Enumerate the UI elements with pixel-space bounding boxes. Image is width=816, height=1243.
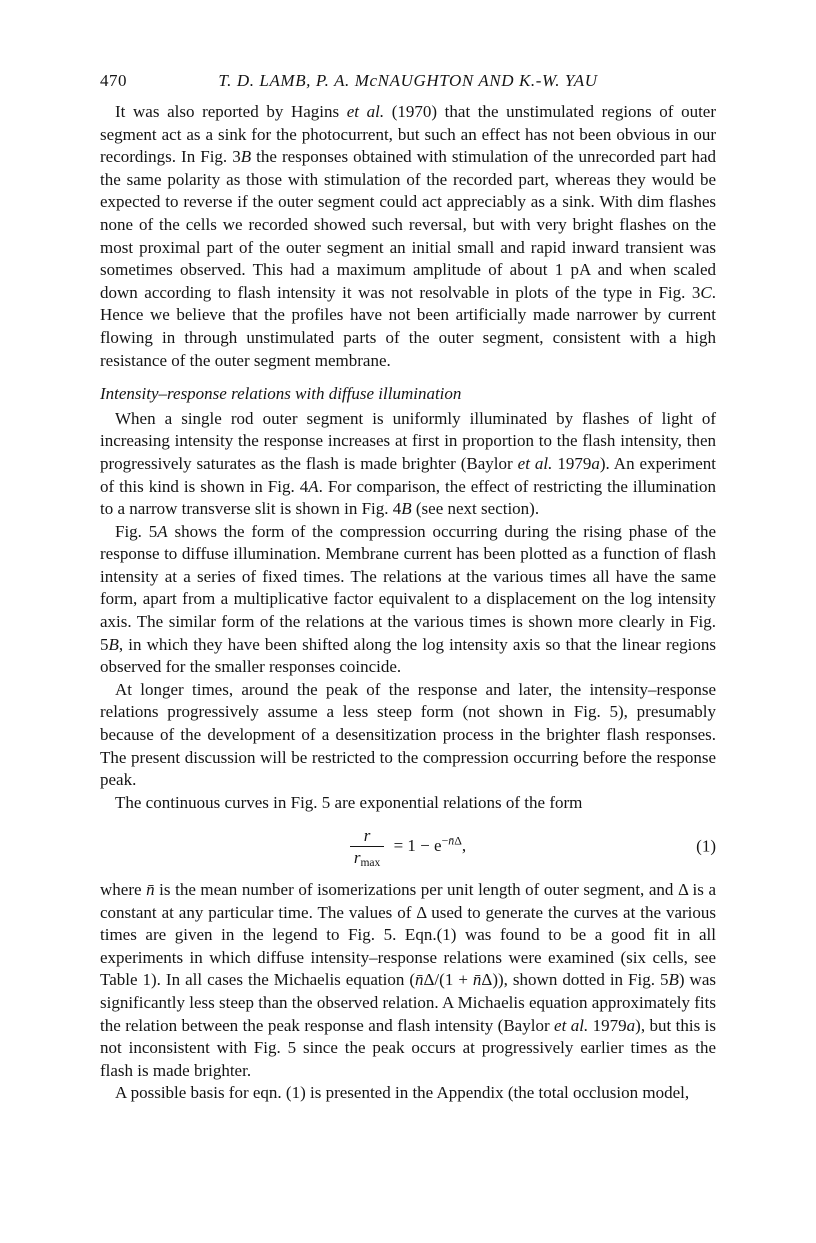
- text-run: . Hence we believe that the profiles have not been artificially made narrower by current flowing in through unstimulated parts of the outer segment, consistent with a high resistance of the outer segment membrane.: [100, 282, 716, 370]
- italic-run: A: [157, 521, 168, 541]
- text-run: shows the form of the compression occurring during the rising phase of the response to diffuse illumination. Membrane current has been plotted as a function of flash intensity at a series of fixed times. The relations at the various times all have the same form, apart from a multiplicative factor equivalent to a displacement on the log intensity axis. The similar form of the relations at the various times is shown more clearly in Fig. 5: [100, 521, 716, 654]
- paragraph-diffuse-illumination: [100, 408, 716, 521]
- text-run: A possible basis for eqn. (1) is presented in the Appendix (the total occlusion model,: [115, 1083, 690, 1103]
- text-run: 1979: [552, 453, 592, 473]
- italic-run: et al.: [517, 453, 553, 473]
- italic-run: B: [108, 634, 119, 654]
- equation-1: [100, 826, 716, 870]
- paragraph-continuous-curves: [100, 792, 716, 815]
- italic-run: B: [240, 147, 252, 167]
- denominator-subscript: max: [360, 856, 381, 870]
- equation-body: [350, 826, 467, 870]
- italic-run: n̄: [472, 970, 482, 990]
- italic-run: C: [700, 282, 712, 302]
- equation-fraction: [350, 826, 385, 870]
- paragraph-possible-basis: [100, 1082, 716, 1105]
- text-run: When a single rod outer segment is uniformly illuminated by flashes of light of increasing intensity the response increases at first in proportion to the flash intensity, then progressively saturates as the flash is made brighter (Baylor: [100, 408, 716, 473]
- rhs-trailing: ,: [461, 836, 467, 856]
- equation-number: (1): [696, 836, 716, 856]
- paragraph-longer-times: [100, 679, 716, 792]
- italic-run: n̄: [146, 880, 155, 900]
- section-heading: Intensity–response relations with diffuse illumination: [100, 384, 462, 404]
- text-run: At longer times, around the peak of the response and later, the intensity–response relations progressively assume a less steep form (not shown in Fig. 5), presumably because of the development of a desensitization process in the brighter flash responses. The present discussion will be restricted to the compression occurring before the response peak.: [100, 679, 716, 790]
- equation-rhs: [389, 833, 467, 856]
- paragraph-fig5a-compression: [100, 521, 716, 679]
- italic-run: a: [591, 453, 600, 473]
- running-head: T. D. LAMB, P. A. McNAUGHTON AND K.-W. YAU: [218, 71, 598, 90]
- text-run: where: [100, 880, 147, 900]
- text-run: 1979: [588, 1015, 627, 1035]
- text-run: ) was significantly less steep than the observed relation. A Michaelis equation approximately fits the relation between the peak response and flash intensity (Baylor: [100, 970, 716, 1035]
- page-header: [100, 70, 716, 94]
- paragraph-where-n-bar: [100, 879, 716, 1082]
- italic-run: B: [668, 970, 679, 990]
- text-run: Δ: [454, 833, 462, 848]
- text-run: (1970) that the unstimulated regions of outer segment act as a sink for the photocurrent, but such an effect has not been obvious in our recordings. In Fig. 3: [100, 102, 716, 167]
- italic-run: n̄: [448, 833, 455, 848]
- rhs-exponent: [442, 834, 462, 848]
- text-run: is the mean number of isomerizations per unit length of outer segment, and Δ is a constant at any particular time. The values of Δ used to generate the curves at the various times are given in the legend to Fig. 5. Eqn.(1) was found to be a good fit in all experiments in which diffuse intensity–response relations were examined (six cells, see Table 1). In all cases the Michaelis equation (: [100, 880, 717, 990]
- text-run: Δ/(1 +: [423, 970, 473, 990]
- italic-run: et al.: [554, 1015, 589, 1035]
- text-run: −: [441, 833, 449, 848]
- page-number: 470: [100, 71, 127, 90]
- paragraph-unstimulated-regions: [100, 101, 716, 372]
- italic-run: n̄: [415, 970, 424, 990]
- italic-run: a: [626, 1015, 636, 1035]
- text-run: Δ)), shown dotted in Fig. 5: [481, 970, 669, 990]
- text-run: the responses obtained with stimulation of the unrecorded part had the same polarity as those with stimulation of the recorded part, whereas they would be expected to reverse if the outer segment could act appreciably as a sink. With dim flashes none of the cells we recorded showed such reversal, but with very bright flashes on the most proximal part of the outer segment an initial small and rapid inward transient was sometimes observed. This had a maximum amplitude of about 1 pA and when scaled down according to flash intensity it was not resolvable in plots of the type in Fig. 3: [100, 147, 716, 302]
- italic-run: A: [308, 476, 319, 496]
- italic-run: et al.: [346, 102, 385, 121]
- text-run: ). An experiment of this kind is shown in Fig. 4: [100, 453, 716, 496]
- text-run: ), but this is not inconsistent with Fig. 5 since the peak occurs at progressively earlier times as the flash is made brighter.: [100, 1015, 716, 1080]
- fraction-numerator: r: [363, 826, 371, 846]
- text-run: Fig. 5: [115, 521, 158, 541]
- denominator-base: r: [353, 848, 361, 868]
- text-run: (see next section).: [411, 499, 540, 519]
- fraction-denominator: [350, 846, 385, 870]
- text-run: . For comparison, the effect of restricting the illumination to a narrow transverse slit is shown in Fig. 4: [100, 476, 716, 519]
- text-run: It was also reported by Hagins: [115, 102, 347, 121]
- rhs-pre: = 1 − e: [389, 836, 442, 856]
- italic-run: B: [401, 499, 412, 519]
- text-run: The continuous curves in Fig. 5 are exponential relations of the form: [115, 792, 583, 812]
- text-run: , in which they have been shifted along the log intensity axis so that the linear regions observed for the smaller responses coincide.: [100, 634, 716, 677]
